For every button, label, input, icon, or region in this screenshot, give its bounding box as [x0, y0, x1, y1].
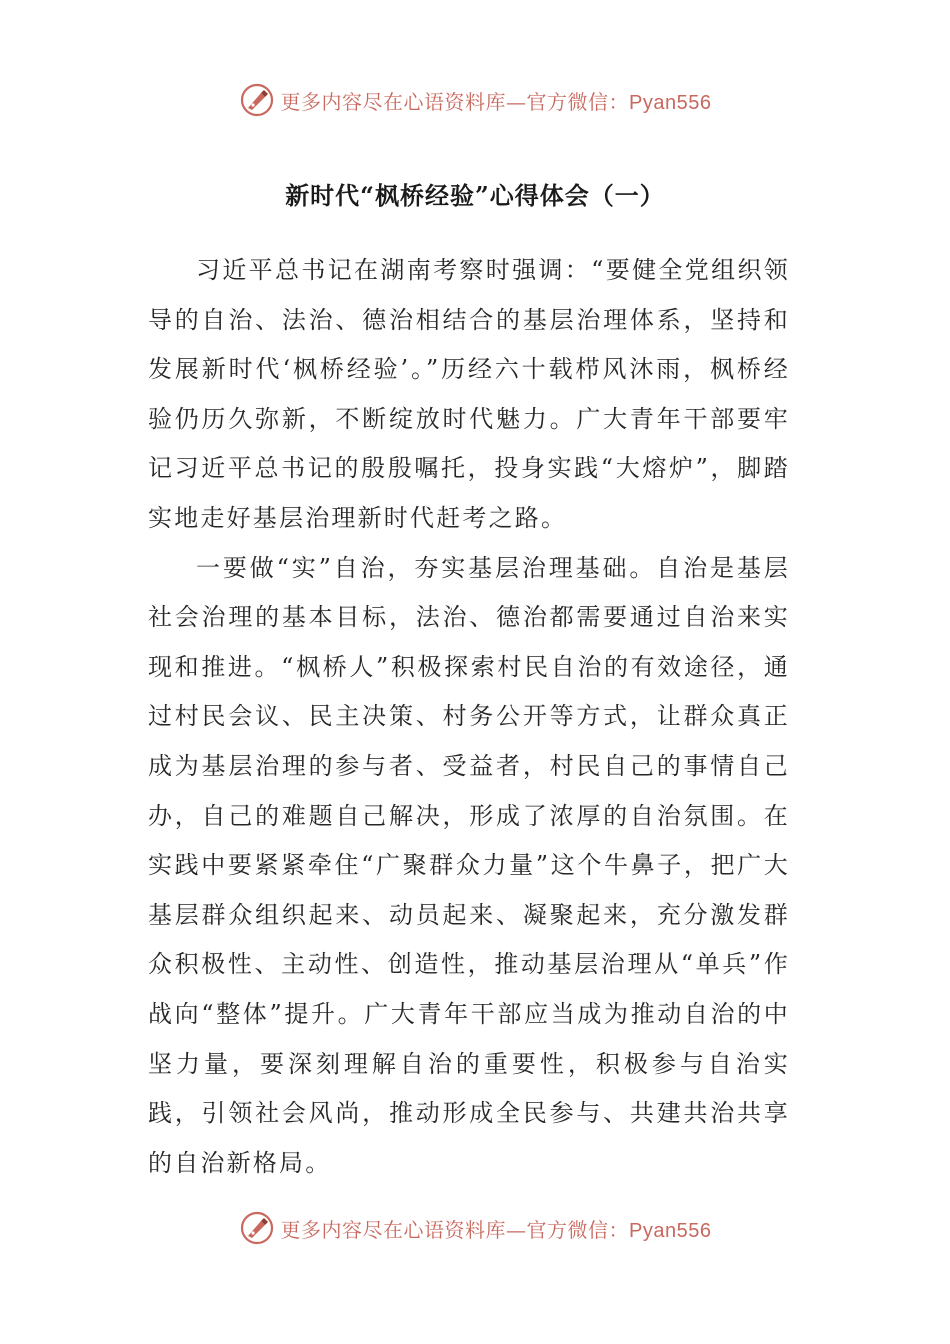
paragraph: 一要做“实”自治，夯实基层治理基础。自治是基层社会治理的基本目标，法治、德治都需要通过自治来实现和推进。“枫桥人”积极探索村民自治的有效途径，通过村民会议、民主决策、村务公开等方式，让群众真正成为基层治理的参与者、受益者，村民自己的事情自己办，自己的难题自己解决，形成了浓厚的自治氛围。在实践中要紧紧牵住“广聚群众力量”这个牛鼻子，把广大基层群众组织起来、动员起来、凝聚起来，充分激发群众积极性、主动性、创造性，推动基层治理从“单兵”作战向“整体”提升。广大青年干部应当成为推动自治的中坚力量，要深刻理解自治的重要性，积极参与自治实践，引领社会风尚，推动形成全民参与、共建共治共享的自治新格局。	[148, 553, 790, 1177]
header-banner	[0, 80, 950, 120]
banner-text: 更多内容尽在心语资料库—官方微信：Pyan556	[280, 89, 712, 114]
banner-text: 更多内容尽在心语资料库—官方微信：Pyan556	[280, 1217, 712, 1242]
wechat-id: Pyan556	[629, 1219, 712, 1242]
paragraph: 习近平总书记在湖南考察时强调：“要健全党组织领导的自治、法治、德治相结合的基层治理体系，坚持和发展新时代‘枫桥经验’。”历经六十载栉风沐雨，枫桥经验仍历久弥新，不断绽放时代魅力。广大青年干部要牢记习近平总书记的殷殷嘱托，投身实践“大熔炉”，脚踏实地走好基层治理新时代赶考之路。	[148, 256, 790, 532]
pen-nib-seal-icon	[239, 1210, 275, 1246]
wechat-id: Pyan556	[629, 91, 712, 114]
footer-banner	[0, 1208, 950, 1248]
pen-nib-seal-icon	[239, 82, 275, 118]
document-body	[148, 246, 790, 1188]
document-title: 新时代“枫桥经验”心得体会（一）	[285, 181, 665, 210]
